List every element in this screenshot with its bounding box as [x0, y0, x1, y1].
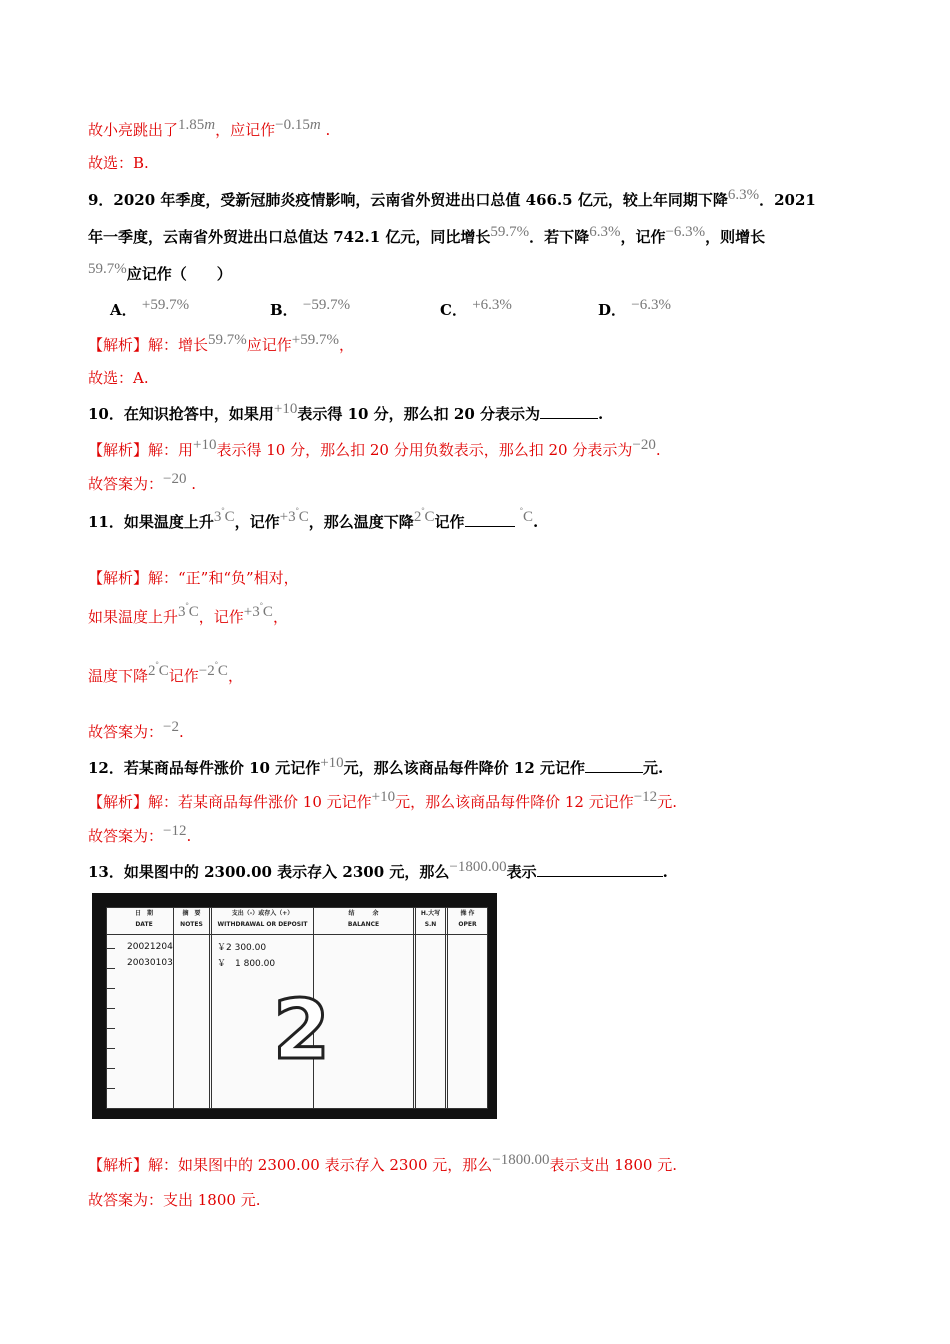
- q12-analysis: 【解析】解：若某商品每件涨价 10 元记作+10元，那么该商品每件降价 12 元记作−12元.: [88, 789, 677, 811]
- q12-question: 12．若某商品每件涨价 10 元记作+10元，那么该商品每件降价 12 元记作 元.: [88, 755, 664, 777]
- q10-question: 10．在知识抢答中，如果用+10表示得 10 分，那么扣 20 分表示为 .: [88, 401, 604, 423]
- q9-question-line2: 年一季度，云南省外贸进出口总值达 742.1 亿元，同比增长59.7%．若下降6.3%，记作−6.3%，则增长: [88, 224, 766, 246]
- passbook-image: [92, 893, 497, 1119]
- q11-answer: 故答案为：−2.: [88, 719, 184, 741]
- passbook-row-amount: ￥ 1 800.00: [217, 959, 276, 969]
- math-expr: 6.3%: [589, 224, 621, 240]
- q13-answer: 故答案为：支出 1800 元.: [88, 1191, 261, 1209]
- passbook-header-sn: H.大写 S.N: [420, 910, 441, 928]
- math-expr: 59.7%: [490, 224, 530, 240]
- math-expr: 6.3%: [727, 187, 760, 203]
- answer-blank[interactable]: [465, 512, 515, 527]
- q9-option-d[interactable]: D． −6.3%: [598, 297, 671, 319]
- q10-answer: 故答案为：−20 .: [88, 471, 197, 493]
- answer-blank[interactable]: [540, 404, 598, 419]
- q11-question: 11．如果温度上升3°C，记作+3°C，那么温度下降2°C记作 °C.: [88, 506, 539, 531]
- math-expr: −0.15m: [275, 117, 321, 133]
- math-expr: −6.3%: [665, 224, 706, 240]
- answer-blank[interactable]: [537, 862, 663, 877]
- q9-option-c[interactable]: C． +6.3%: [440, 297, 512, 319]
- passbook-header-date: 日 期 DATE: [134, 910, 153, 928]
- q11-analysis-3: 温度下降2°C记作−2°C，: [88, 660, 243, 685]
- q9-option-b[interactable]: B． −59.7%: [270, 297, 351, 319]
- passbook-header-oper: 操 作 OPER: [458, 910, 477, 928]
- passbook-header-amount: 支出（-）或存入（+） WITHDRAWAL OR DEPOSIT: [217, 910, 308, 928]
- answer-blank[interactable]: [585, 758, 643, 773]
- q12-answer: 故答案为：−12.: [88, 823, 192, 845]
- q9-conclusion: 故选：A.: [88, 369, 149, 387]
- math-expr: 1.85m: [178, 117, 216, 133]
- passbook-header-notes: 摘 要 NOTES: [180, 910, 203, 928]
- q13-analysis: 【解析】解：如果图中的 2300.00 表示存入 2300 元，那么−1800.00表示支出 1800 元.: [88, 1152, 677, 1174]
- math-expr: 59.7%: [88, 261, 127, 277]
- q9-option-a[interactable]: A． +59.7%: [110, 297, 190, 319]
- q10-analysis: 【解析】解：用+10表示得 10 分，那么扣 20 分用负数表示，那么扣 20 分表示为−20.: [88, 437, 661, 459]
- q8-conclusion: 故选：B.: [88, 154, 149, 172]
- q11-analysis-1: 【解析】解：“正”和“负”相对，: [88, 569, 299, 587]
- q9-analysis: 【解析】解：增长59.7%应记作+59.7%，: [88, 332, 355, 354]
- q11-analysis-2: 如果温度上升3°C，记作+3°C，: [88, 601, 288, 626]
- passbook-row-amount: ￥2 300.00: [217, 943, 267, 953]
- q13-question: 13．如果图中的 2300.00 表示存入 2300 元，那么−1800.00表示 .: [88, 859, 668, 881]
- passbook-row-date: 20030103: [127, 958, 173, 968]
- passbook-watermark: 2: [273, 983, 331, 1078]
- q8-analysis-line: 故小亮跳出了1.85m，应记作−0.15m .: [88, 117, 331, 139]
- passbook-header-balance: 结 余 BALANCE: [347, 910, 380, 928]
- passbook-row-date: 20021204: [127, 942, 173, 952]
- passbook-page: [106, 907, 488, 1109]
- q9-question-line1: 9．2020 年季度，受新冠肺炎疫情影响，云南省外贸进出口总值 466.5 亿元，较上年同期下降6.3%．2021: [88, 187, 816, 209]
- q9-question-line3: 59.7%应记作（ ）: [88, 261, 232, 283]
